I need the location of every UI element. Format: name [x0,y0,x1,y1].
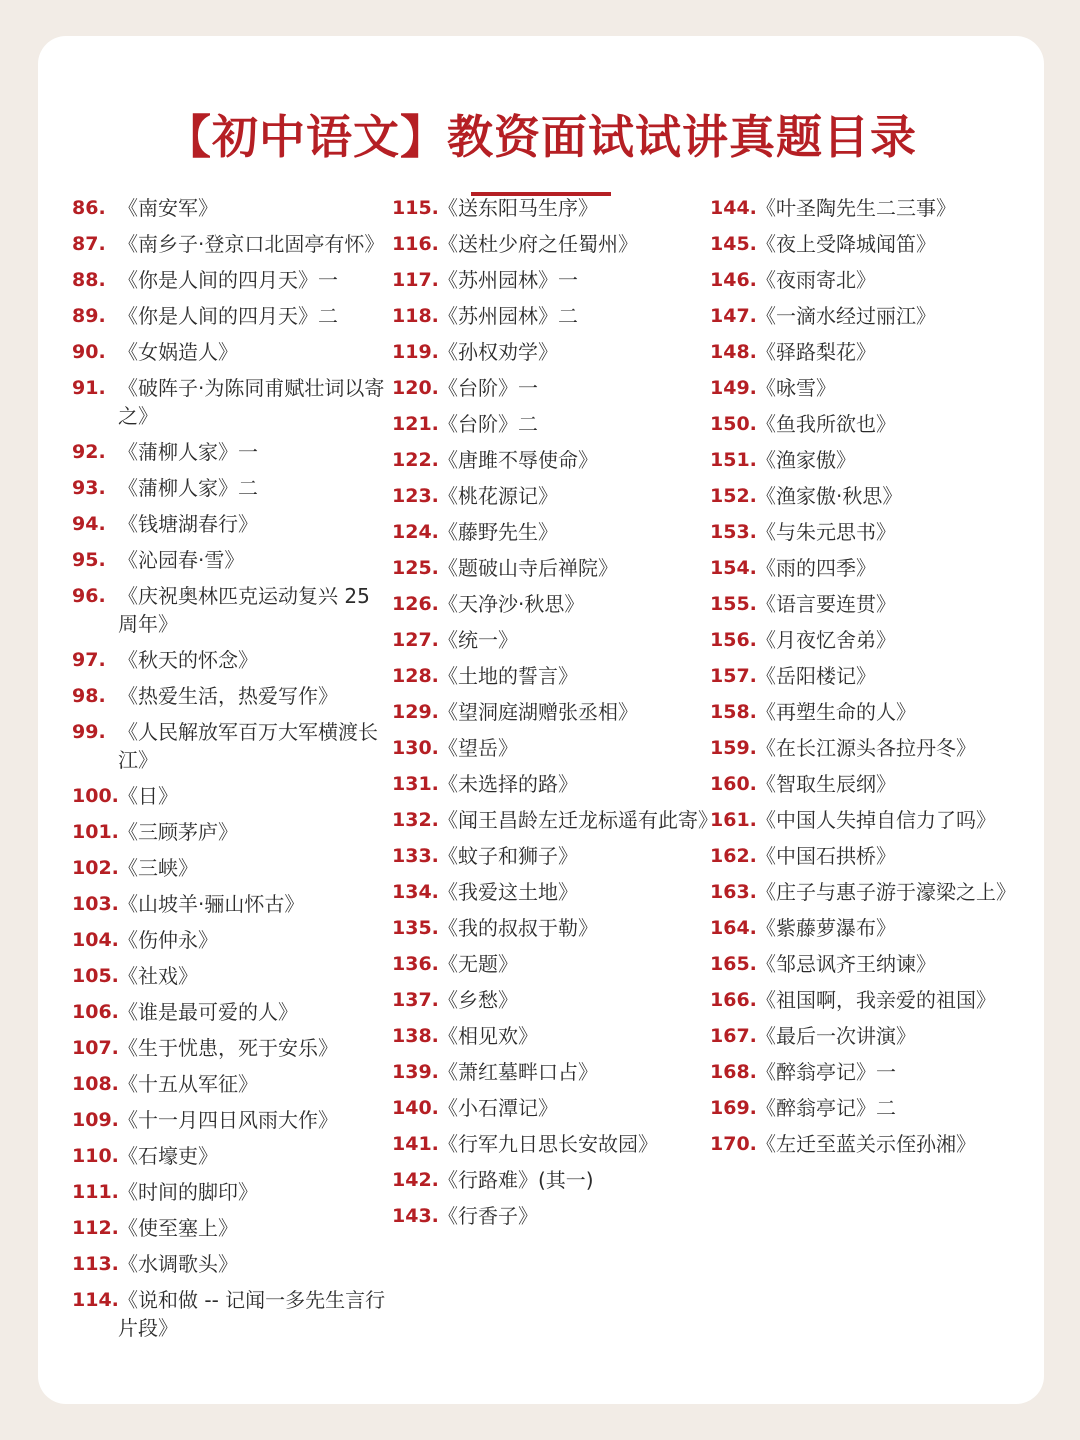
item-number: 89. [72,305,106,327]
catalog-item [72,926,388,954]
item-title: 《中国人失掉自信力了吗》 [756,808,996,832]
item-number: 109. [72,1109,119,1131]
item-title: 《台阶》一 [438,376,538,400]
catalog-column-3 [710,194,1026,1166]
item-title: 《热爱生活，热爱写作》 [118,684,338,708]
catalog-item [392,734,708,762]
item-title: 《桃花源记》 [438,484,558,508]
item-title: 《闻王昌龄左迁龙标遥有此寄》 [438,808,718,832]
catalog-item [710,914,1026,942]
catalog-item [392,914,708,942]
item-title: 《蒲柳人家》二 [118,476,258,500]
catalog-item [72,854,388,882]
item-title: 《智取生辰纲》 [756,772,896,796]
item-number: 133. [392,845,439,867]
catalog-item [710,590,1026,618]
item-title: 《渔家傲·秋思》 [756,484,903,508]
item-title: 《三峡》 [118,856,198,880]
catalog-item [72,474,388,502]
item-title: 《十五从军征》 [118,1072,258,1096]
catalog-item [392,554,708,582]
item-number: 157. [710,665,757,687]
item-number: 134. [392,881,439,903]
item-number: 165. [710,953,757,975]
catalog-item [72,194,388,222]
item-number: 168. [710,1061,757,1083]
item-number: 143. [392,1205,439,1227]
item-number: 105. [72,965,119,987]
item-title: 《南乡子·登京口北固亭有怀》 [118,232,385,256]
item-number: 130. [392,737,439,759]
item-number: 158. [710,701,757,723]
item-number: 159. [710,737,757,759]
catalog-item [710,554,1026,582]
item-number: 155. [710,593,757,615]
catalog-item [710,302,1026,330]
catalog-item [72,266,388,294]
item-title: 《使至塞上》 [118,1216,238,1240]
item-number: 95. [72,549,106,571]
item-title: 《在长江源头各拉丹冬》 [756,736,976,760]
item-title: 《唐雎不辱使命》 [438,448,598,472]
item-title: 《时间的脚印》 [118,1180,258,1204]
item-title: 《庄子与惠子游于濠梁之上》 [756,880,1016,904]
item-title: 《藤野先生》 [438,520,558,544]
catalog-item [710,266,1026,294]
item-title: 《土地的誓言》 [438,664,578,688]
item-number: 153. [710,521,757,543]
item-title: 《秋天的怀念》 [118,648,258,672]
catalog-item [392,1094,708,1122]
item-number: 160. [710,773,757,795]
item-title: 《说和做 -- 记闻一多先生言行片段》 [118,1288,386,1340]
catalog-item [72,438,388,466]
catalog-item [72,374,388,430]
catalog-item [392,662,708,690]
catalog-item [710,482,1026,510]
item-number: 94. [72,513,106,535]
item-title: 《山坡羊·骊山怀古》 [118,892,305,916]
catalog-item [392,230,708,258]
catalog-item [392,446,708,474]
item-title: 《中国石拱桥》 [756,844,896,868]
item-title: 《日》 [118,784,178,808]
item-number: 104. [72,929,119,951]
catalog-item [72,818,388,846]
catalog-item [710,950,1026,978]
catalog-item [392,1166,708,1194]
item-title: 《雨的四季》 [756,556,876,580]
catalog-item [392,1058,708,1086]
catalog-item [392,806,718,834]
item-number: 87. [72,233,106,255]
catalog-item [72,1070,388,1098]
item-title: 《蒲柳人家》一 [118,440,258,464]
item-title: 《破阵子·为陈同甫赋壮词以寄之》 [118,376,385,428]
catalog-item [710,410,1026,438]
catalog-item [72,718,388,774]
item-title: 《祖国啊，我亲爱的祖国》 [756,988,996,1012]
item-title: 《驿路梨花》 [756,340,876,364]
item-number: 119. [392,341,439,363]
catalog-item [72,682,388,710]
catalog-item [72,510,388,538]
item-number: 148. [710,341,757,363]
catalog-item [710,986,1026,1014]
item-title: 《庆祝奥林匹克运动复兴 25 周年》 [118,584,370,636]
item-title: 《萧红墓畔口占》 [438,1060,598,1084]
catalog-item [392,1202,708,1230]
item-number: 118. [392,305,439,327]
catalog-item [72,782,388,810]
catalog-item [710,842,1026,870]
catalog-item [392,590,708,618]
catalog-item [72,1214,388,1242]
catalog-item [72,962,388,990]
item-title: 《左迁至蓝关示侄孙湘》 [756,1132,976,1156]
item-number: 167. [710,1025,757,1047]
catalog-item [392,842,708,870]
catalog-item [392,266,708,294]
item-number: 86. [72,197,106,219]
item-title: 《夜上受降城闻笛》 [756,232,936,256]
catalog-item [710,1058,1026,1086]
catalog-item [710,374,1026,402]
item-title: 《行香子》 [438,1204,538,1228]
item-title: 《伤仲永》 [118,928,218,952]
item-title: 《鱼我所欲也》 [756,412,896,436]
item-number: 117. [392,269,439,291]
item-title: 《醉翁亭记》二 [756,1096,896,1120]
catalog-item [392,1130,708,1158]
item-title: 《叶圣陶先生二三事》 [756,196,956,220]
item-title: 《南安军》 [118,196,218,220]
catalog-item [392,374,708,402]
catalog-item [710,806,1026,834]
catalog-item [710,770,1026,798]
item-title: 《最后一次讲演》 [756,1024,916,1048]
catalog-item [710,698,1026,726]
catalog-item [72,998,388,1026]
item-number: 112. [72,1217,119,1239]
item-title: 《沁园春·雪》 [118,548,245,572]
item-title: 《紫藤萝瀑布》 [756,916,896,940]
item-title: 《题破山寺后禅院》 [438,556,618,580]
item-number: 135. [392,917,439,939]
item-number: 145. [710,233,757,255]
item-number: 154. [710,557,757,579]
catalog-item [392,338,708,366]
item-number: 161. [710,809,757,831]
item-title: 《苏州园林》二 [438,304,578,328]
item-number: 163. [710,881,757,903]
item-title: 《天净沙·秋思》 [438,592,585,616]
catalog-item [710,338,1026,366]
catalog-card [38,36,1044,1404]
item-title: 《钱塘湖春行》 [118,512,258,536]
item-number: 121. [392,413,439,435]
catalog-item [72,230,388,258]
item-number: 162. [710,845,757,867]
item-title: 《石壕吏》 [118,1144,218,1168]
catalog-item [710,734,1026,762]
item-number: 142. [392,1169,439,1191]
item-title: 《送东阳马生序》 [438,196,598,220]
item-number: 106. [72,1001,119,1023]
catalog-item [72,582,388,638]
catalog-item [392,698,708,726]
item-title: 《社戏》 [118,964,198,988]
item-number: 88. [72,269,106,291]
item-title: 《三顾茅庐》 [118,820,238,844]
item-title: 《语言要连贯》 [756,592,896,616]
item-number: 124. [392,521,439,543]
catalog-item [72,1106,388,1134]
item-number: 113. [72,1253,119,1275]
catalog-item [392,878,708,906]
item-number: 169. [710,1097,757,1119]
item-number: 101. [72,821,119,843]
catalog-column-2 [392,194,718,1238]
item-number: 127. [392,629,439,651]
catalog-item [710,1130,1026,1158]
item-title: 《望岳》 [438,736,518,760]
item-number: 90. [72,341,106,363]
item-title: 《生于忧患，死于安乐》 [118,1036,338,1060]
catalog-item [392,626,708,654]
item-number: 100. [72,785,119,807]
item-title: 《十一月四日风雨大作》 [118,1108,338,1132]
item-number: 93. [72,477,106,499]
item-title: 《渔家傲》 [756,448,856,472]
item-title: 《岳阳楼记》 [756,664,876,688]
item-number: 164. [710,917,757,939]
item-title: 《乡愁》 [438,988,518,1012]
catalog-column-1 [72,194,388,1350]
item-number: 139. [392,1061,439,1083]
item-title: 《台阶》二 [438,412,538,436]
item-number: 91. [72,377,106,399]
item-number: 146. [710,269,757,291]
item-number: 166. [710,989,757,1011]
catalog-item [392,518,708,546]
catalog-item [392,194,708,222]
item-number: 136. [392,953,439,975]
catalog-item [72,646,388,674]
item-number: 92. [72,441,106,463]
item-title: 《我爱这土地》 [438,880,578,904]
item-title: 《咏雪》 [756,376,836,400]
item-title: 《邹忌讽齐王纳谏》 [756,952,936,976]
item-title: 《你是人间的四月天》二 [118,304,338,328]
item-number: 122. [392,449,439,471]
item-number: 99. [72,721,106,743]
catalog-item [710,662,1026,690]
item-title: 《与朱元思书》 [756,520,896,544]
catalog-item [710,878,1026,906]
catalog-item [72,1142,388,1170]
item-number: 126. [392,593,439,615]
item-title: 《我的叔叔于勒》 [438,916,598,940]
item-number: 115. [392,197,439,219]
item-title: 《统一》 [438,628,518,652]
page-title: 【初中语文】教资面试试讲真题目录 [165,110,917,164]
item-title: 《望洞庭湖赠张丞相》 [438,700,638,724]
item-title: 《女娲造人》 [118,340,238,364]
item-number: 108. [72,1073,119,1095]
catalog-item [72,1286,388,1342]
item-number: 140. [392,1097,439,1119]
item-number: 137. [392,989,439,1011]
item-title: 《水调歌头》 [118,1252,238,1276]
item-title: 《一滴水经过丽江》 [756,304,936,328]
catalog-item [392,482,708,510]
item-number: 125. [392,557,439,579]
item-number: 156. [710,629,757,651]
catalog-item [72,338,388,366]
catalog-item [710,230,1026,258]
catalog-item [392,410,708,438]
item-title: 《谁是最可爱的人》 [118,1000,298,1024]
catalog-item [72,546,388,574]
item-number: 144. [710,197,757,219]
item-number: 129. [392,701,439,723]
catalog-item [710,446,1026,474]
item-title: 《人民解放军百万大军横渡长江》 [118,720,378,772]
catalog-item [72,302,388,330]
catalog-item [710,1022,1026,1050]
item-title: 《夜雨寄北》 [756,268,876,292]
item-number: 152. [710,485,757,507]
item-number: 170. [710,1133,757,1155]
item-number: 138. [392,1025,439,1047]
catalog-item [392,770,708,798]
catalog-item [72,1034,388,1062]
item-number: 116. [392,233,439,255]
item-title: 《醉翁亭记》一 [756,1060,896,1084]
catalog-item [72,1178,388,1206]
item-number: 128. [392,665,439,687]
item-title: 《月夜忆舍弟》 [756,628,896,652]
item-number: 131. [392,773,439,795]
catalog-item [72,890,388,918]
catalog-item [392,302,708,330]
item-title: 《无题》 [438,952,518,976]
item-number: 114. [72,1289,119,1311]
catalog-item [72,1250,388,1278]
item-title: 《相见欢》 [438,1024,538,1048]
item-number: 149. [710,377,757,399]
item-number: 147. [710,305,757,327]
item-title: 《送杜少府之任蜀州》 [438,232,638,256]
item-number: 123. [392,485,439,507]
item-title: 《你是人间的四月天》一 [118,268,338,292]
item-number: 98. [72,685,106,707]
item-number: 97. [72,649,106,671]
item-number: 111. [72,1181,119,1203]
catalog-item [392,986,708,1014]
item-number: 96. [72,585,106,607]
catalog-item [392,1022,708,1050]
item-number: 141. [392,1133,439,1155]
catalog-item [710,194,1026,222]
item-title: 《蚊子和狮子》 [438,844,578,868]
item-title: 《孙权劝学》 [438,340,558,364]
item-title: 《小石潭记》 [438,1096,558,1120]
item-number: 107. [72,1037,119,1059]
catalog-item [392,950,708,978]
catalog-item [710,1094,1026,1122]
item-number: 103. [72,893,119,915]
item-number: 132. [392,809,439,831]
catalog-item [710,518,1026,546]
item-title: 《苏州园林》一 [438,268,578,292]
item-title: 《未选择的路》 [438,772,578,796]
item-number: 151. [710,449,757,471]
item-title: 《再塑生命的人》 [756,700,916,724]
item-number: 110. [72,1145,119,1167]
item-number: 120. [392,377,439,399]
item-number: 150. [710,413,757,435]
item-title: 《行路难》(其一) [438,1168,594,1192]
catalog-list [72,194,1032,1356]
catalog-item [710,626,1026,654]
item-title: 《行军九日思长安故园》 [438,1132,658,1156]
item-number: 102. [72,857,119,879]
